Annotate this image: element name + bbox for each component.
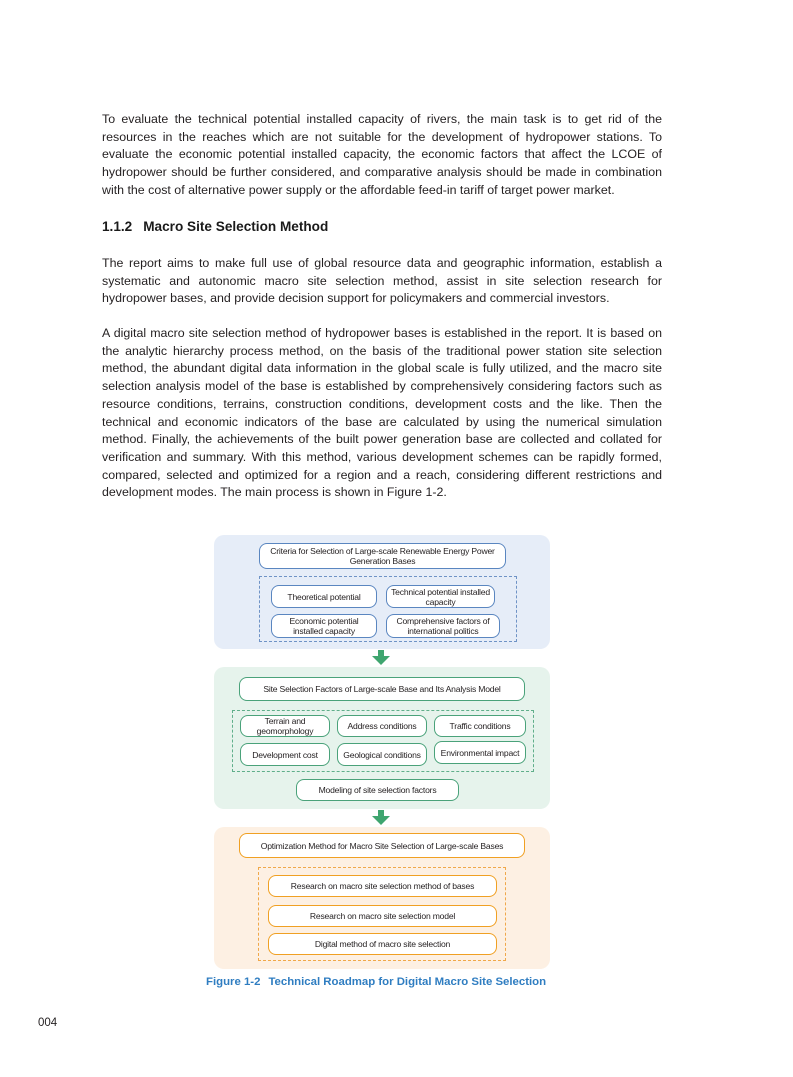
stage2-item-development-cost: Development cost <box>240 743 330 766</box>
stage3-item-model-research: Research on macro site selection model <box>268 905 497 927</box>
stage3-item-digital-method: Digital method of macro site selection <box>268 933 497 955</box>
intro-paragraph: To evaluate the technical potential installed capacity of rivers, the main task is to get rid of the resources in the reaches which are not suitable for the development of hydropower stations. To evaluate the economic potential installed capacity, the economic factors that affect the LCOE of hydropower should be further considered, and comparative analysis should be made in combination with the cost of alternative power supply or the affordable feed-in tariff of target power market. <box>102 112 662 197</box>
method-paragraph: A digital macro site selection method of hydropower bases is established in the report. It is based on the analytic hierarchy process method, on the basis of the traditional power station site selection method, the abundant digital data information in the global scale is fully utilized, and the macro site selection analysis model of the base is established by comprehensively considering factors such as resource conditions, terrains, construction conditions, development costs and the like. Then the technical and economic indicators of the base are calculated by using the numerical simulation method. Finally, the achievements of the built power generation base are collected and collated for verification and summary. With this method, various development schemes can be rapidly formed, compared, selected and optimized for a region and a reach, considering different restrictions and development modes. The main process is shown in Figure 1-2. <box>102 326 662 500</box>
page-number: 004 <box>38 1017 58 1029</box>
arrow-down-icon <box>371 810 391 826</box>
figure-caption <box>206 976 546 988</box>
stage2-item-environmental: Environmental impact <box>434 741 526 764</box>
stage2-item-geological: Geological conditions <box>337 743 427 766</box>
stage1-title-box: Criteria for Selection of Large-scale Renewable Energy Power Generation Bases <box>259 543 506 569</box>
stage1-item-technical: Technical potential installed capacity <box>386 585 495 608</box>
stage2-modeling-box: Modeling of site selection factors <box>296 779 459 801</box>
stage2-title-box: Site Selection Factors of Large-scale Base and Its Analysis Model <box>239 677 525 701</box>
figure-number: Figure 1-2 <box>206 976 261 988</box>
section-number: 1.1.2 <box>102 219 133 234</box>
arrow-down-icon <box>371 650 391 666</box>
aim-paragraph: The report aims to make full use of global resource data and geographic information, establish a systematic and autonomic macro site selection method, assist in site selection research for hydropower bases, and provide decision support for policymakers and commercial investors. <box>102 256 662 306</box>
stage2-item-traffic: Traffic conditions <box>434 715 526 737</box>
section-title: Macro Site Selection Method <box>143 219 329 234</box>
stage2-item-terrain: Terrain and geomorphology <box>240 715 330 737</box>
figure-title: Technical Roadmap for Digital Macro Site Selection <box>268 976 547 988</box>
stage3-title-box: Optimization Method for Macro Site Selection of Large-scale Bases <box>239 833 525 858</box>
stage1-item-politics: Comprehensive factors of international politics <box>386 614 500 638</box>
stage2-item-address: Address conditions <box>337 715 427 737</box>
section-heading <box>102 219 328 234</box>
stage1-item-theoretical: Theoretical potential <box>271 585 377 608</box>
stage3-item-method-research: Research on macro site selection method of bases <box>268 875 497 897</box>
stage1-item-economic: Economic potential installed capacity <box>271 614 377 638</box>
